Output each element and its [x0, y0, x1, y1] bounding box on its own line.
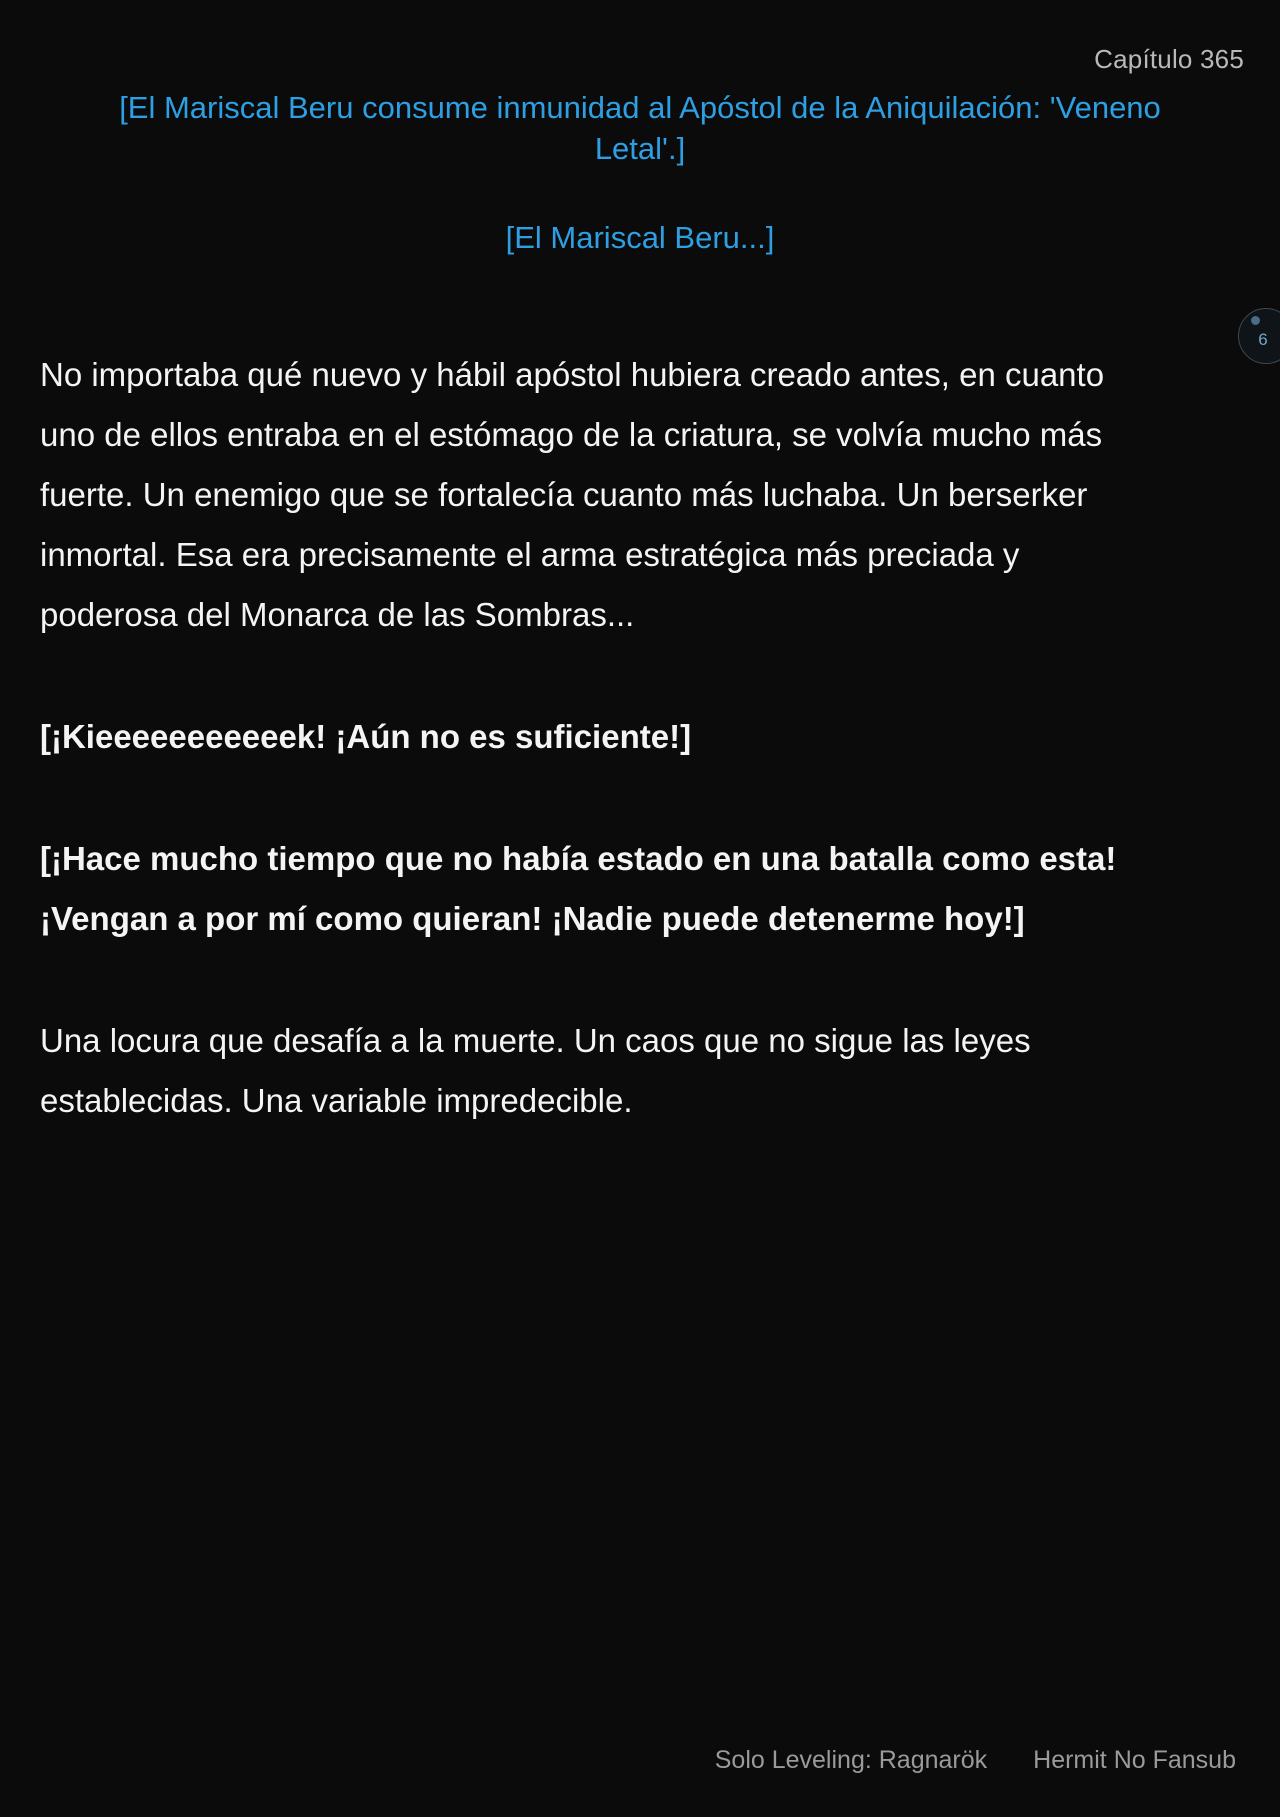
- footer-group-name: Hermit No Fansub: [1033, 1746, 1236, 1774]
- comment-counter-value: 6: [1258, 330, 1268, 349]
- chapter-body: [0, 345, 1280, 1131]
- paragraph: [¡Hace mucho tiempo que no había estado en una batalla como esta! ¡Vengan a por mí como quieran! ¡Nadie puede detenerme hoy!]: [40, 840, 1117, 938]
- notification-dot-icon: [1251, 316, 1260, 325]
- paragraph: [¡Kieeeeeeeeeeek! ¡Aún no es suficiente!]: [40, 717, 692, 755]
- paragraph: No importaba qué nuevo y hábil apóstol hubiera creado antes, en cuanto uno de ellos entraba en el estómago de la criatura, se volvía mucho más fuerte. Un enemigo que se fortalecía cuanto más luchaba. Un berserker inmortal. Esa era precisamente el arma estratégica más preciada y poderosa del Monarca de las Sombras...: [40, 355, 1105, 633]
- footer-series-title: Solo Leveling: Ragnarök: [714, 1746, 988, 1774]
- system-message-primary: [El Mariscal Beru consume inmunidad al Apóstol de la Aniquilación: 'Veneno Letal'.]: [119, 90, 1161, 166]
- chapter-label: Capítulo 365: [1094, 44, 1244, 74]
- page-footer: [0, 1746, 1280, 1775]
- paragraph: Una locura que desafía a la muerte. Un caos que no sigue las leyes establecidas. Una variable impredecible.: [40, 1022, 1031, 1120]
- system-message-block: [0, 0, 1280, 259]
- system-message-secondary: [El Mariscal Beru...]: [505, 219, 775, 255]
